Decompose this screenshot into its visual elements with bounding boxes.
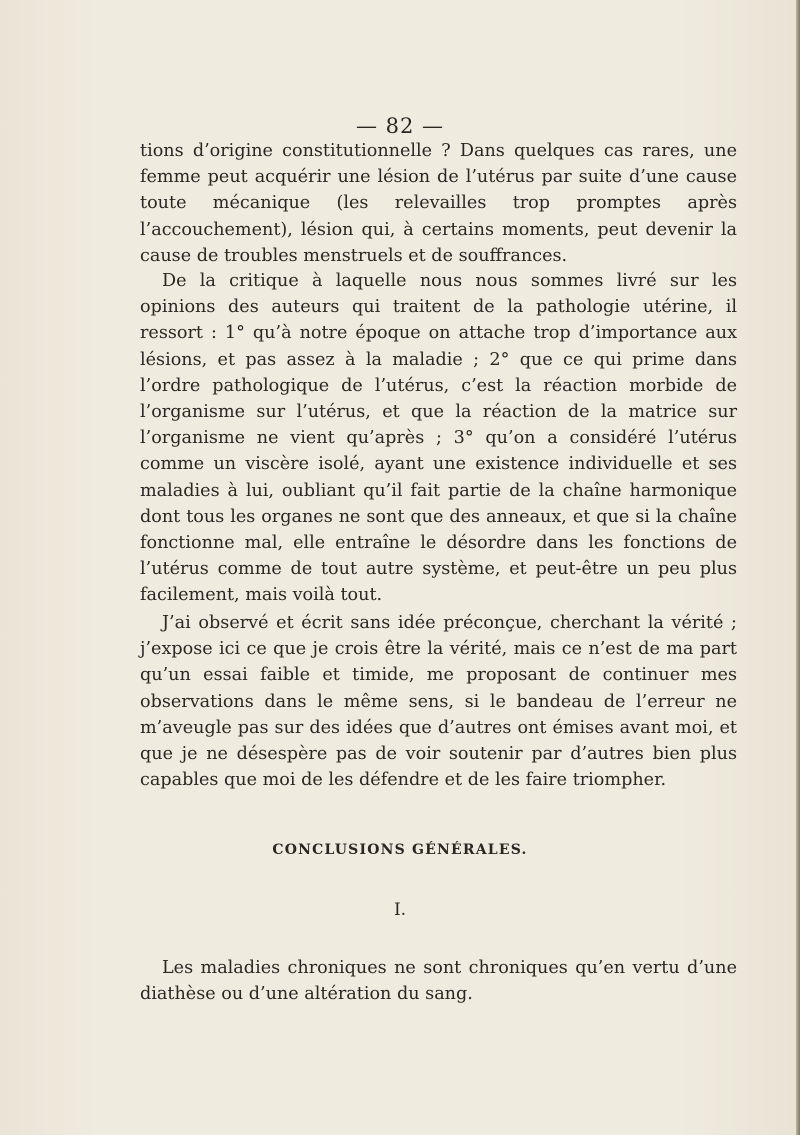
paragraph-continuation (140, 138, 737, 269)
paragraph-conclusion (140, 955, 737, 1007)
paragraph-text: De la critique à laquelle nous nous sommes livré sur les opinions des auteurs qui traitent de la pathologie utérine, il ressort : 1° qu’à notre époque on attache trop d’importance aux lésions, et pas assez à la maladie ; 2° que ce qui prime dans l’ordre pathologique de l’utérus, c’est la réaction morbide de l’organisme sur l’utérus, et que la réaction de la matrice sur l’organisme ne vient qu’après ; 3° qu’on a considéré l’utérus comme un viscère isolé, ayant une existence individuelle et ses maladies à lui, oubliant qu’il fait partie de la chaîne harmonique dont tous les organes ne sont que des anneaux, et que si la chaîne fonctionne mal, elle entraîne le désordre dans les fonctions de l’utérus comme de tout autre système, et peut-être un peu plus facilement, mais voilà tout. (140, 271, 737, 606)
section-number: I. (393, 900, 407, 920)
paragraph-observation (140, 610, 737, 793)
paragraph-text: Les maladies chroniques ne sont chroniques qu’en vertu d’une diathèse ou d’une altération du sang. (140, 958, 737, 1005)
section-title: CONCLUSIONS GÉNÉRALES. (272, 842, 528, 858)
paragraph-text: J’ai observé et écrit sans idée préconçue, cherchant la vérité ; j’expose ici ce que je crois être la vérité, mais ce n’est de ma part qu’un essai faible et timide, me proposant de continuer mes observations dans le même sens, si le bandeau de l’erreur ne m’aveugle pas sur des idées que d’autres ont émises avant moi, et que je ne désespère pas de voir soutenir par d’autres bien plus capables que moi de les défendre et de les faire triompher. (140, 613, 737, 791)
paragraph-critique (140, 268, 737, 609)
page-edge-shadow (796, 0, 800, 1135)
page-number: — 82 — (355, 114, 445, 138)
paragraph-text: tions d’origine constitutionnelle ? Dans quelques cas rares, une femme peut acquérir une lésion de l’utérus par suite d’une cause toute mécanique (les relevailles trop promptes après l’accouchement), lésion qui, à certains moments, peut devenir la cause de troubles menstruels et de souffrances. (140, 141, 737, 266)
